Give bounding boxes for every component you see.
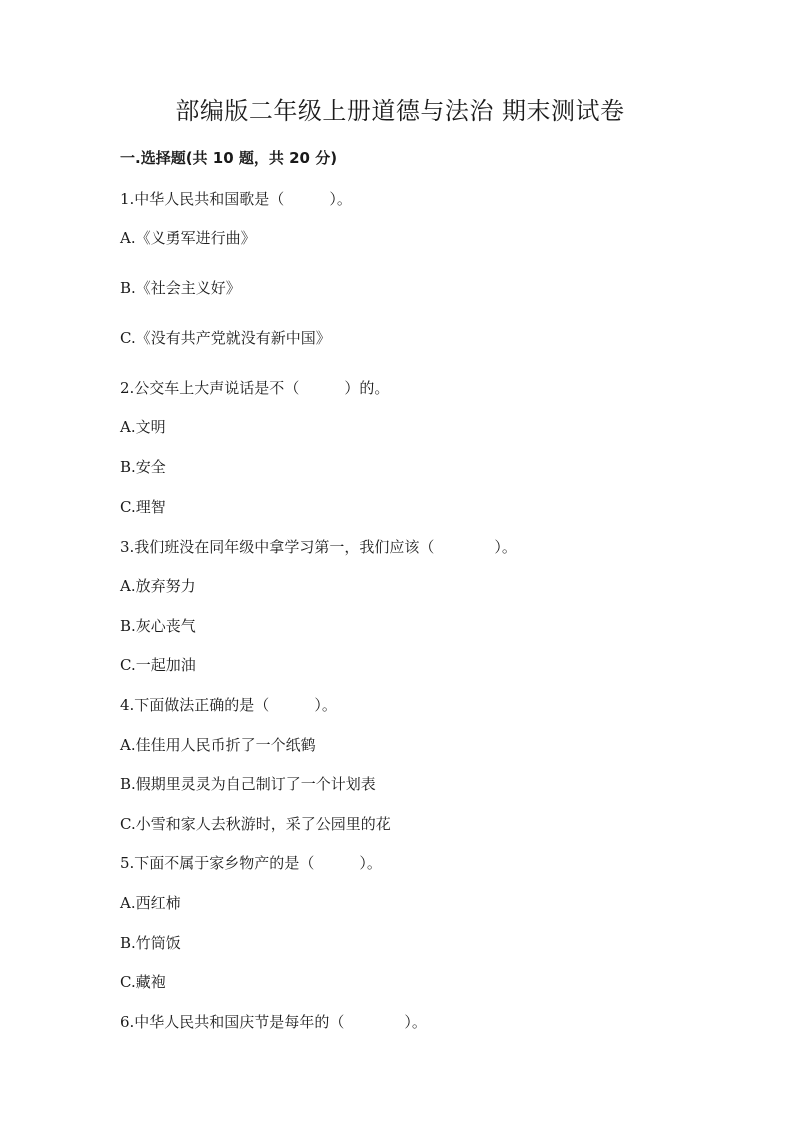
section-heading: 一.选择题(共 10 题，共 20 分): [120, 149, 338, 167]
page-title: 部编版二年级上册道德与法治 期末测试卷: [175, 97, 625, 125]
question-4-option-c: C.小雪和家人去秋游时，采了公园里的花: [120, 815, 391, 833]
question-4-stem: 4.下面做法正确的是（ ）。: [120, 696, 337, 714]
question-1-stem: 1.中华人民共和国歌是（ ）。: [120, 190, 352, 208]
question-5-option-b: B.竹筒饭: [120, 934, 181, 952]
question-3-option-b: B.灰心丧气: [120, 617, 196, 635]
question-1-option-c: C.《没有共产党就没有新中国》: [120, 329, 331, 347]
question-5-option-c: C.藏袍: [120, 973, 166, 991]
question-4-option-b: B.假期里灵灵为自己制订了一个计划表: [120, 775, 376, 793]
question-4-option-a: A.佳佳用人民币折了一个纸鹤: [120, 736, 316, 754]
question-1-option-a: A.《义勇军进行曲》: [120, 229, 256, 247]
question-2-option-a: A.文明: [120, 418, 166, 436]
question-1-option-b: B.《社会主义好》: [120, 279, 241, 297]
question-2-stem: 2.公交车上大声说话是不（ ）的。: [120, 379, 390, 397]
question-3-option-c: C.一起加油: [120, 656, 196, 674]
question-2-option-b: B.安全: [120, 458, 166, 476]
question-3-stem: 3.我们班没在同年级中拿学习第一，我们应该（ ）。: [120, 538, 517, 556]
question-3-option-a: A.放弃努力: [120, 577, 196, 595]
question-2-option-c: C.理智: [120, 498, 166, 516]
question-5-option-a: A.西红柿: [120, 894, 181, 912]
question-5-stem: 5.下面不属于家乡物产的是（ ）。: [120, 854, 382, 872]
question-6-stem: 6.中华人民共和国庆节是每年的（ ）。: [120, 1013, 427, 1031]
